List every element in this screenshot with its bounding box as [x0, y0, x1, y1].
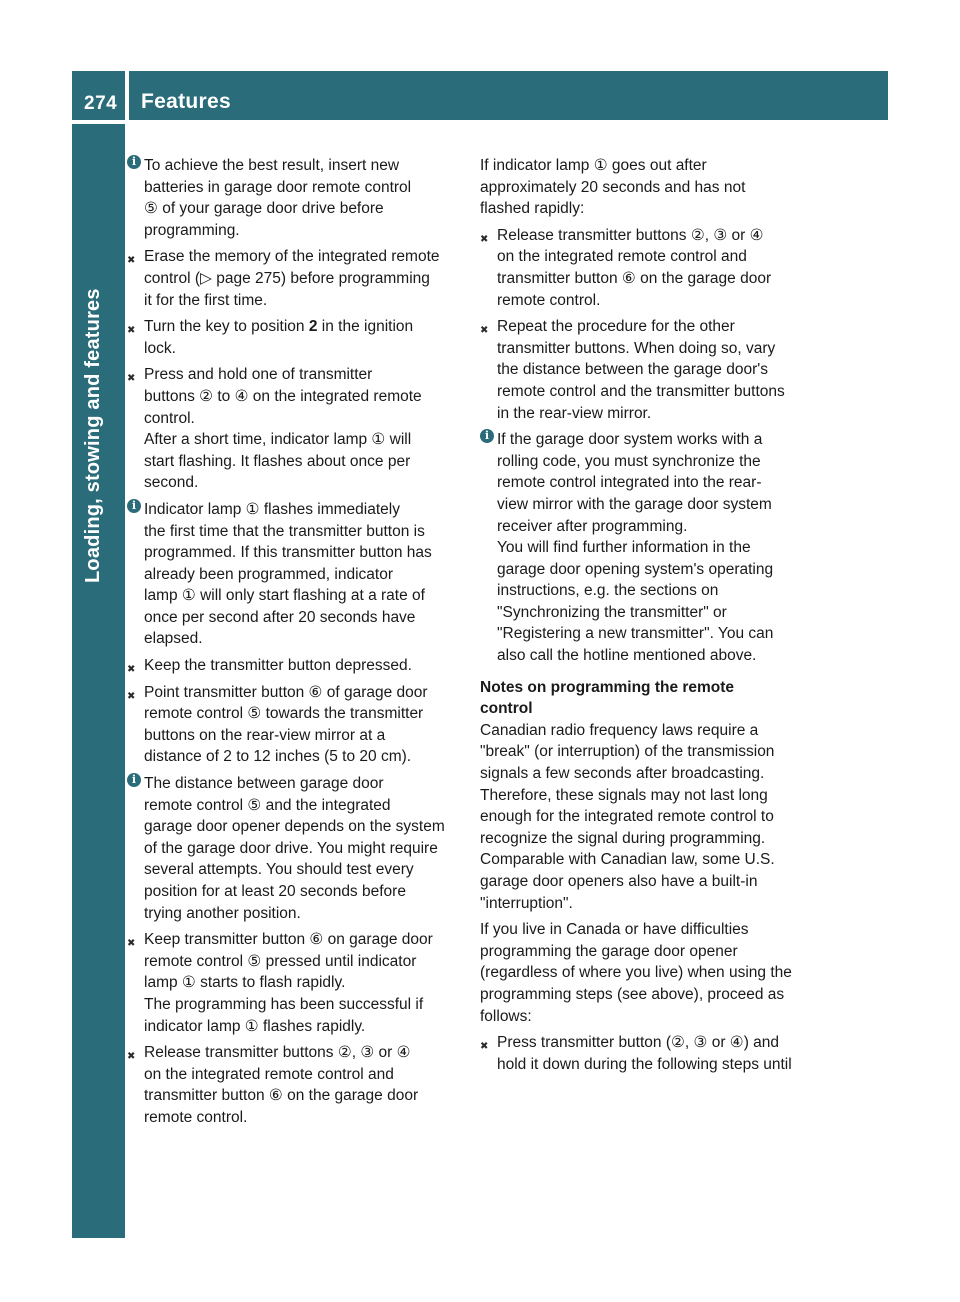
text-line: Turn the key to position 2 in the ignition — [144, 318, 414, 336]
left-column — [127, 155, 463, 1134]
page-number: 274 — [84, 93, 118, 114]
text-line: Keep the transmitter button depressed. — [144, 657, 412, 675]
text-line: ⑤ of your garage door drive before — [144, 200, 384, 218]
instruction-step — [480, 1032, 816, 1075]
arrow-step-icon: ✖ — [127, 255, 136, 267]
text-line: approximately 20 seconds and has not — [480, 178, 746, 196]
instruction-step — [127, 655, 463, 677]
text-line: Therefore, these signals may not last long — [480, 786, 768, 804]
paragraph — [480, 155, 816, 220]
text-line: garage door opener depends on the system — [144, 818, 445, 836]
right-column — [480, 155, 816, 1080]
info-note — [127, 773, 463, 924]
text-line: start flashing. It flashes about once per — [144, 452, 411, 470]
text-line: (regardless of where you live) when using the — [480, 964, 792, 982]
text-line: buttons ② to ④ on the integrated remote — [144, 387, 422, 405]
arrow-step-icon: ✖ — [480, 325, 489, 337]
text-line: Point transmitter button ⑥ of garage door — [144, 683, 428, 701]
text-line: enough for the integrated remote control to — [480, 808, 774, 826]
instruction-step — [127, 364, 463, 494]
text-line: control — [480, 700, 533, 718]
arrow-step-icon: ✖ — [480, 1041, 489, 1053]
text-line: lamp ① will only start flashing at a rate of — [144, 587, 425, 605]
text-line: receiver after programming. — [497, 517, 688, 535]
text-line: remote control and the transmitter buttons — [497, 382, 785, 400]
info-note — [127, 499, 463, 650]
text-line: "Registering a new transmitter". You can — [497, 625, 774, 643]
text-line: distance of 2 to 12 inches (5 to 20 cm). — [144, 748, 412, 766]
text-line: Erase the memory of the integrated remote — [144, 248, 440, 266]
text-line: If indicator lamp ① goes out after — [480, 157, 707, 174]
text-line: Release transmitter buttons ②, ③ or ④ — [144, 1044, 411, 1062]
instruction-step — [480, 225, 816, 311]
instruction-step — [127, 316, 463, 359]
header-title-bar — [129, 71, 888, 120]
text-line: it for the first time. — [144, 291, 268, 309]
arrow-step-icon: ✖ — [127, 1051, 136, 1063]
info-icon: i — [127, 499, 141, 513]
text-line: second. — [144, 474, 199, 492]
arrow-step-icon: ✖ — [127, 325, 136, 337]
text-line: the distance between the garage door's — [497, 361, 768, 379]
text-line: transmitter buttons. When doing so, vary — [497, 339, 776, 357]
info-icon: i — [127, 773, 141, 787]
text-line: elapsed. — [144, 630, 203, 648]
text-line: batteries in garage door remote control — [144, 178, 412, 196]
text-line: on the integrated remote control and — [144, 1065, 394, 1083]
text-line: of the garage door drive. You might require — [144, 839, 438, 857]
text-line: To achieve the best result, insert new — [144, 157, 400, 174]
text-line: programming. — [144, 221, 240, 239]
text-line: flashed rapidly: — [480, 200, 585, 218]
text-line: "interruption". — [480, 894, 573, 912]
instruction-step — [127, 246, 463, 311]
text-line: control. — [144, 409, 195, 427]
text-line: rolling code, you must synchronize the — [497, 452, 761, 470]
text-line: If you live in Canada or have difficulties — [480, 921, 749, 939]
text-line: the first time that the transmitter button is — [144, 522, 425, 540]
text-line: "break" (or interruption) of the transmission — [480, 743, 775, 761]
section-heading — [480, 677, 816, 720]
text-line: on the integrated remote control and — [497, 248, 747, 266]
text-line: lamp ① starts to flash rapidly. — [144, 974, 346, 992]
text-line: Canadian radio frequency laws require a — [480, 721, 759, 739]
text-line: recognize the signal during programming. — [480, 829, 766, 847]
text-line: Press transmitter button (②, ③ or ④) and — [497, 1034, 780, 1052]
arrow-step-icon: ✖ — [127, 690, 136, 702]
sidebar-label: Loading, stowing and features — [82, 288, 104, 583]
text-line: garage door opening system's operating — [497, 560, 774, 578]
text-line: buttons on the rear-view mirror at a — [144, 726, 386, 744]
text-line: remote control ⑤ pressed until indicator — [144, 952, 417, 970]
text-line: After a short time, indicator lamp ① will — [144, 431, 412, 449]
arrow-step-icon: ✖ — [127, 938, 136, 950]
text-line: in the rear-view mirror. — [497, 404, 652, 422]
text-line: hold it down during the following steps until — [497, 1055, 792, 1073]
instruction-step — [127, 929, 463, 1037]
text-line: Indicator lamp ① flashes immediately — [144, 500, 400, 518]
text-line: several attempts. You should test every — [144, 861, 414, 879]
text-line: Release transmitter buttons ②, ③ or ④ — [497, 226, 764, 244]
text-line: transmitter button ⑥ on the garage door — [144, 1087, 419, 1105]
text-line: Press and hold one of transmitter — [144, 366, 373, 384]
text-line: position for at least 20 seconds before — [144, 883, 406, 900]
text-line: remote control. — [144, 1108, 248, 1126]
text-line: transmitter button ⑥ on the garage door — [497, 269, 772, 287]
text-line: Repeat the procedure for the other — [497, 318, 735, 336]
info-note — [480, 429, 816, 667]
text-line: Comparable with Canadian law, some U.S. — [480, 851, 775, 869]
text-line: "Synchronizing the transmitter" or — [497, 603, 727, 621]
text-line: remote control. — [497, 291, 601, 309]
text-line: signals a few seconds after broadcasting. — [480, 765, 765, 783]
info-note — [127, 155, 463, 241]
text-line: programming steps (see above), proceed as — [480, 985, 785, 1003]
paragraph — [480, 720, 816, 914]
text-line: remote control integrated into the rear- — [497, 474, 762, 492]
instruction-step — [127, 1042, 463, 1128]
text-line: Keep transmitter button ⑥ on garage door — [144, 931, 433, 949]
instruction-step — [127, 682, 463, 768]
info-icon: i — [480, 429, 494, 443]
text-line: programming the garage door opener — [480, 942, 738, 960]
text-line: You will find further information in the — [497, 539, 751, 557]
page-title: Features — [141, 90, 231, 113]
arrow-step-icon: ✖ — [127, 664, 136, 676]
instruction-step — [480, 316, 816, 424]
info-icon: i — [127, 155, 141, 169]
text-line: instructions, e.g. the sections on — [497, 582, 719, 600]
text-line: Notes on programming the remote — [480, 678, 735, 696]
text-line: remote control ⑤ towards the transmitter — [144, 705, 424, 723]
arrow-step-icon: ✖ — [127, 373, 136, 385]
text-line: If the garage door system works with a — [497, 431, 763, 449]
text-line: control (▷ page 275) before programming — [144, 269, 430, 287]
paragraph — [480, 919, 816, 1027]
text-line: lock. — [144, 339, 176, 357]
text-line: The distance between garage door — [144, 775, 384, 793]
text-line: once per second after 20 seconds have — [144, 608, 416, 626]
text-line: garage door openers also have a built-in — [480, 873, 758, 890]
arrow-step-icon: ✖ — [480, 233, 489, 245]
text-line: indicator lamp ① flashes rapidly. — [144, 1017, 366, 1035]
text-line: already been programmed, indicator — [144, 565, 393, 583]
text-line: view mirror with the garage door system — [497, 495, 772, 513]
text-line: remote control ⑤ and the integrated — [144, 796, 391, 814]
text-line: also call the hotline mentioned above. — [497, 647, 757, 665]
text-line: follows: — [480, 1007, 532, 1025]
text-line: trying another position. — [144, 904, 301, 922]
text-line: programmed. If this transmitter button has — [144, 544, 432, 562]
text-line: The programming has been successful if — [144, 995, 424, 1013]
